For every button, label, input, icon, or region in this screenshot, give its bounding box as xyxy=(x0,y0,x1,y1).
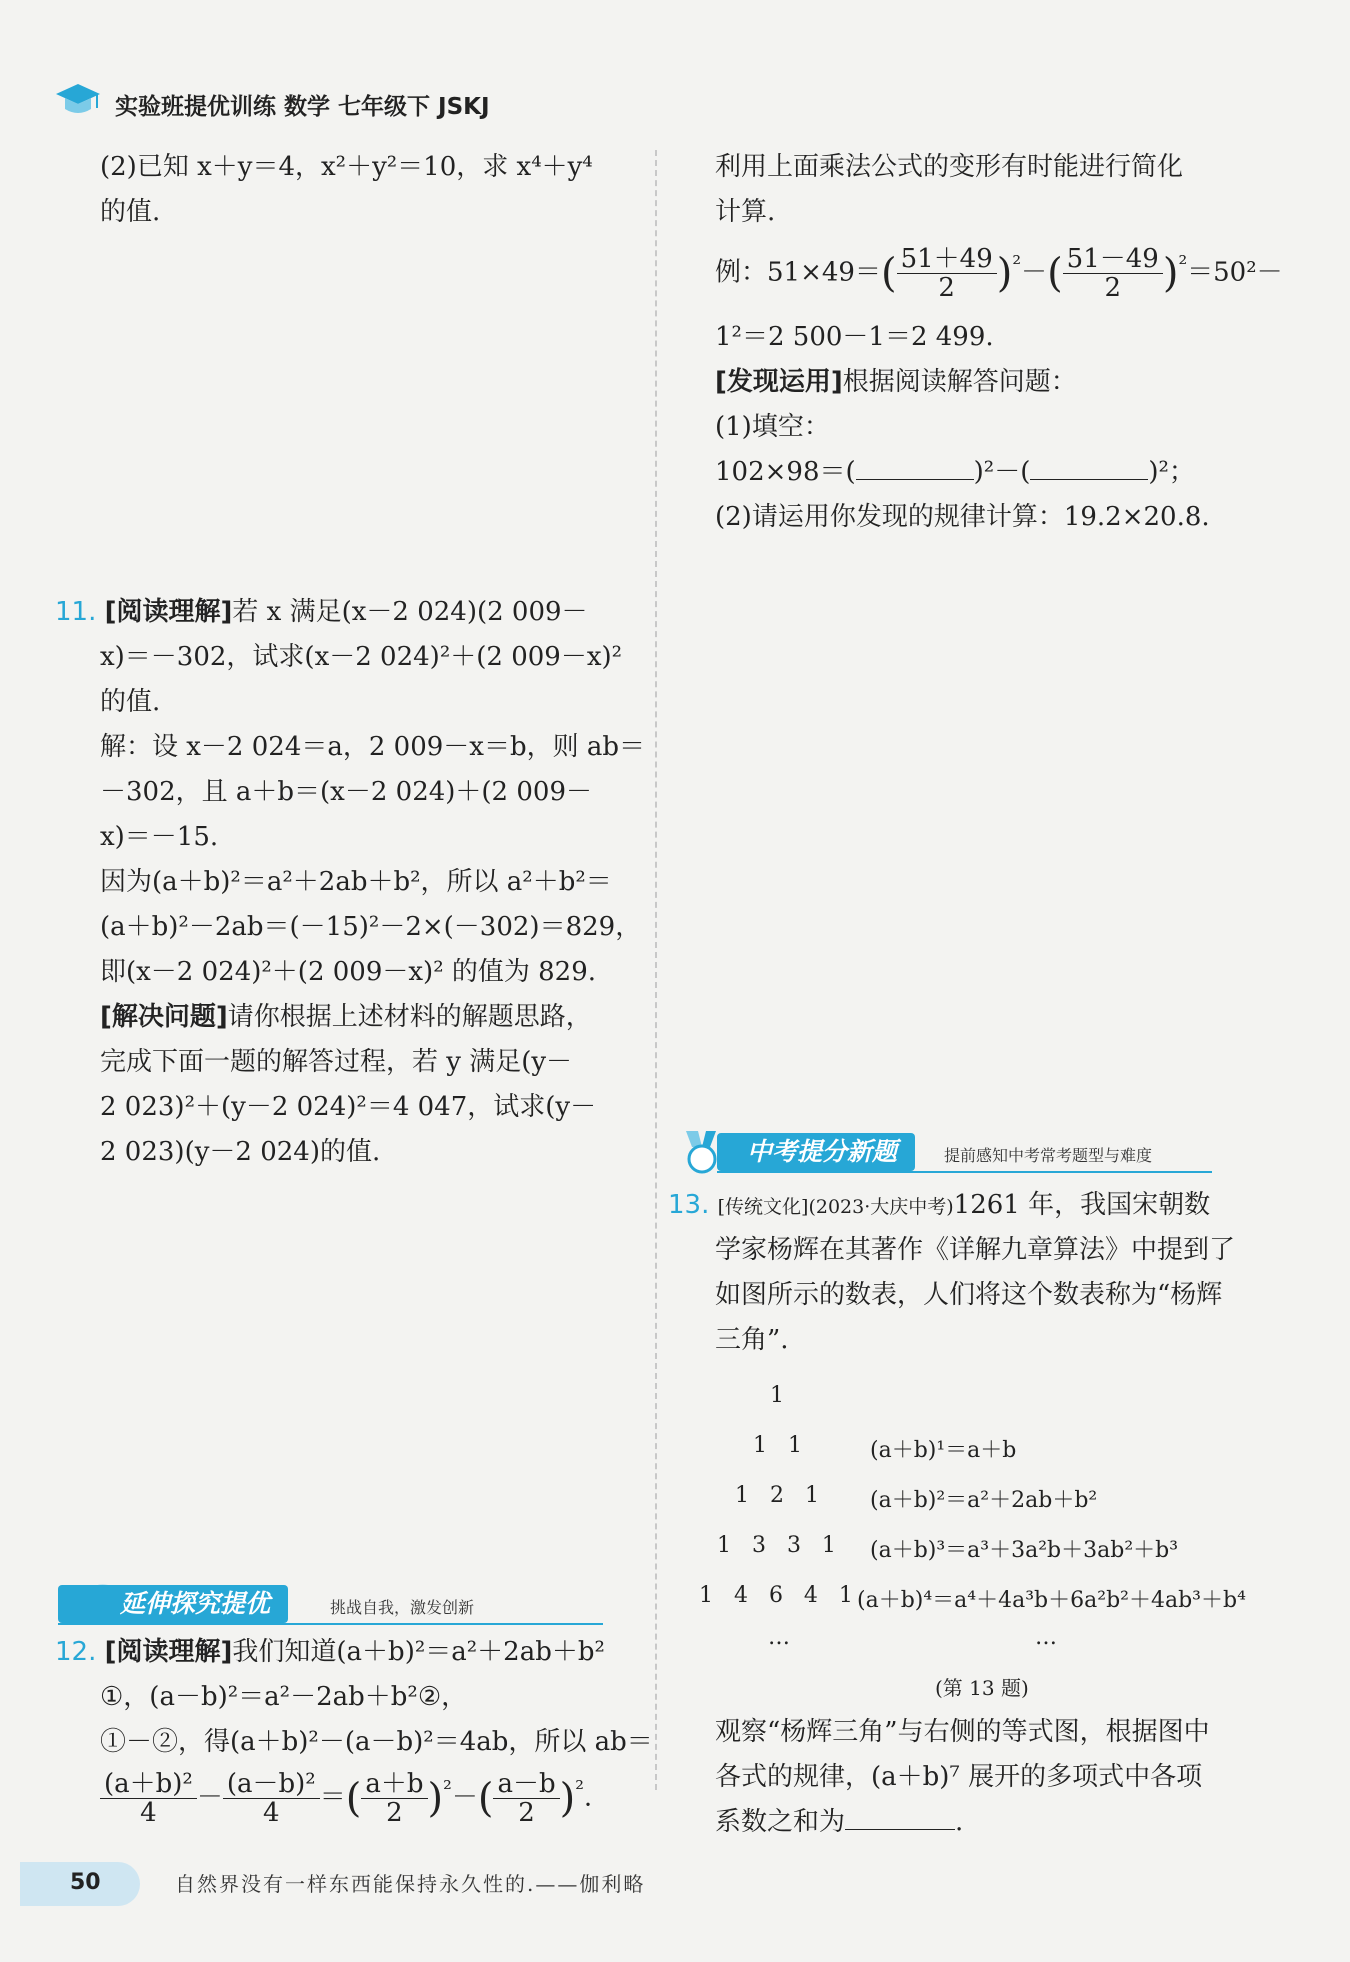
q12-line: ①，(a－b)²＝a²－2ab＋b²②， xyxy=(100,1682,468,1712)
footer-quote: 自然界没有一样东西能保持永久性的.——伽利略 xyxy=(175,1872,646,1896)
question-number: 12. xyxy=(55,1637,97,1667)
triangle-row: 1 xyxy=(770,1383,784,1408)
q11-line: 即(x－2 024)²＋(2 009－x)² 的值为 829. xyxy=(100,957,597,987)
question-tag: [阅读理解] xyxy=(104,597,233,627)
fraction: $\frac{\text{(a－b)²}}{4}$ xyxy=(223,1770,320,1827)
q11-line: －302，且 a＋b＝(x－2 024)＋(2 009－ xyxy=(100,777,592,807)
q11-line: 完成下面一题的解答过程，若 y 满足(y－ xyxy=(100,1047,573,1077)
expansion-formula: (a＋b)³＝a³＋3a²b＋3ab²＋b³ xyxy=(870,1538,1179,1563)
q12-cont-line: (1)填空： xyxy=(715,412,830,442)
example-formula-line: 例：51×49＝( $\frac{51+49}{2}$ )$^{^2}$－( $\frac{51-49}{2}$ )$^{^2}$＝50²－ xyxy=(715,244,1283,303)
fraction: $\frac{a+b}{2}$ xyxy=(361,1770,427,1827)
q11-line: 2 023)(y－2 024)的值. xyxy=(100,1137,381,1167)
ellipsis: … xyxy=(768,1625,790,1650)
q13-first-line: 13. [传统文化](2023·大庆中考)1261 年，我国宋朝数 xyxy=(668,1190,1211,1220)
q13-line: 如图所示的数表，人们将这个数表称为“杨辉 xyxy=(715,1280,1223,1310)
q10-part2-line2: 的值. xyxy=(100,197,161,227)
figure-caption: (第 13 题) xyxy=(935,1676,1029,1700)
question-tag: [阅读理解] xyxy=(104,1637,233,1667)
fraction: $\frac{51-49}{2}$ xyxy=(1063,245,1163,302)
fill-blank-line: 102×98＝( )²－( )²； xyxy=(715,457,1195,487)
q13-answer-line: 系数之和为 . xyxy=(715,1807,964,1837)
section-title: 延伸探究提优 xyxy=(58,1585,288,1623)
page-number: 50 xyxy=(70,1870,101,1895)
fraction: $\frac{51+49}{2}$ xyxy=(897,245,997,302)
section-banner-exam xyxy=(672,1133,1212,1173)
q13-line: 各式的规律，(a＋b)⁷ 展开的多项式中各项 xyxy=(715,1762,1203,1792)
q11-text: 若 x 满足(x－2 024)(2 009－ xyxy=(232,597,588,627)
q12-cont-line: (2)请运用你发现的规律计算：19.2×20.8. xyxy=(715,502,1210,532)
q13-line: 观察“杨辉三角”与右侧的等式图，根据图中 xyxy=(715,1717,1210,1747)
q12-line: ①－②，得(a＋b)²－(a－b)²＝4ab，所以 ab＝ xyxy=(100,1727,653,1757)
section-rule xyxy=(717,1171,1212,1173)
section-banner-extension xyxy=(58,1585,603,1625)
q12-formula-line: $\frac{\text{(a＋b)²}}{4}$ － $\frac{\text{(a－b)²}}{4}$ ＝( $\frac{a+b}{2}$ )$^{^2}$－( $\frac{a-b}{2}$ )$^{^2}$. xyxy=(100,1770,592,1827)
triangle-row: 1 2 1 xyxy=(735,1483,819,1508)
answer-blank[interactable] xyxy=(845,1807,955,1830)
page-number-tab xyxy=(20,1862,140,1906)
q12-text: 我们知道(a＋b)²＝a²＋2ab＋b² xyxy=(232,1637,605,1667)
q12-first-line xyxy=(55,1630,605,1675)
question-number: 11. xyxy=(55,597,97,627)
q11-line: 因为(a＋b)²＝a²＋2ab＋b²，所以 a²＋b²＝ xyxy=(100,867,612,897)
page-header-title: 实验班提优训练 数学 七年级下 JSKJ xyxy=(115,94,490,120)
section-rule xyxy=(58,1623,603,1625)
q11-line: 解：设 x－2 024＝a，2 009－x＝b，则 ab＝ xyxy=(100,732,646,762)
triangle-row: 1 4 6 4 1 xyxy=(699,1583,853,1608)
answer-blank[interactable] xyxy=(1030,457,1148,480)
q12-cont-line: 1²＝2 500－1＝2 499. xyxy=(715,322,994,352)
expansion-formula: (a＋b)²＝a²＋2ab＋b² xyxy=(870,1488,1098,1513)
expansion-formula: (a＋b)¹＝a＋b xyxy=(870,1438,1017,1463)
q11-solve-line xyxy=(100,995,592,1040)
ellipsis: … xyxy=(1035,1625,1057,1650)
answer-blank[interactable] xyxy=(856,457,974,480)
graduation-cap-icon xyxy=(55,82,101,118)
column-divider xyxy=(655,150,657,1790)
q11-first-line xyxy=(55,590,588,635)
question-tag: [发现运用] xyxy=(715,367,843,397)
section-subtitle: 挑战自我，激发创新 xyxy=(330,1598,475,1617)
question-tag: [解决问题] xyxy=(100,1002,228,1032)
fraction: $\frac{\text{(a＋b)²}}{4}$ xyxy=(100,1770,197,1827)
section-title: 中考提分新题 xyxy=(717,1133,915,1171)
q11-line: (a＋b)²－2ab＝(－15)²－2×(－302)＝829， xyxy=(100,912,642,942)
question-source: [传统文化](2023·大庆中考) xyxy=(717,1196,954,1218)
q12-discover-line: [发现运用]根据阅读解答问题： xyxy=(715,367,1077,397)
expansion-formula: (a＋b)⁴＝a⁴＋4a³b＋6a²b²＋4ab³＋b⁴ xyxy=(857,1588,1246,1613)
q10-part2-line1: (2)已知 x＋y＝4，x²＋y²＝10，求 x⁴＋y⁴ xyxy=(100,152,593,182)
q12-cont-line: 利用上面乘法公式的变形有时能进行简化 xyxy=(715,152,1184,182)
triangle-row: 1 3 3 1 xyxy=(717,1533,836,1558)
question-number: 13. xyxy=(668,1190,710,1220)
section-subtitle: 提前感知中考常考题型与难度 xyxy=(944,1146,1153,1165)
q13-line: 学家杨辉在其著作《详解九章算法》中提到了 xyxy=(715,1235,1236,1265)
q12-cont-line: 计算. xyxy=(715,197,776,227)
q11-line: 的值. xyxy=(100,687,161,717)
q11-line: x)＝－302，试求(x－2 024)²＋(2 009－x)² xyxy=(100,642,623,672)
q13-line: 三角”. xyxy=(715,1325,789,1355)
fraction: $\frac{a-b}{2}$ xyxy=(493,1770,559,1827)
q11-text: 请你根据上述材料的解题思路， xyxy=(227,1002,592,1032)
q11-line: x)＝－15. xyxy=(100,822,219,852)
triangle-row: 1 1 xyxy=(753,1433,802,1458)
q11-line: 2 023)²＋(y－2 024)²＝4 047，试求(y－ xyxy=(100,1092,597,1122)
